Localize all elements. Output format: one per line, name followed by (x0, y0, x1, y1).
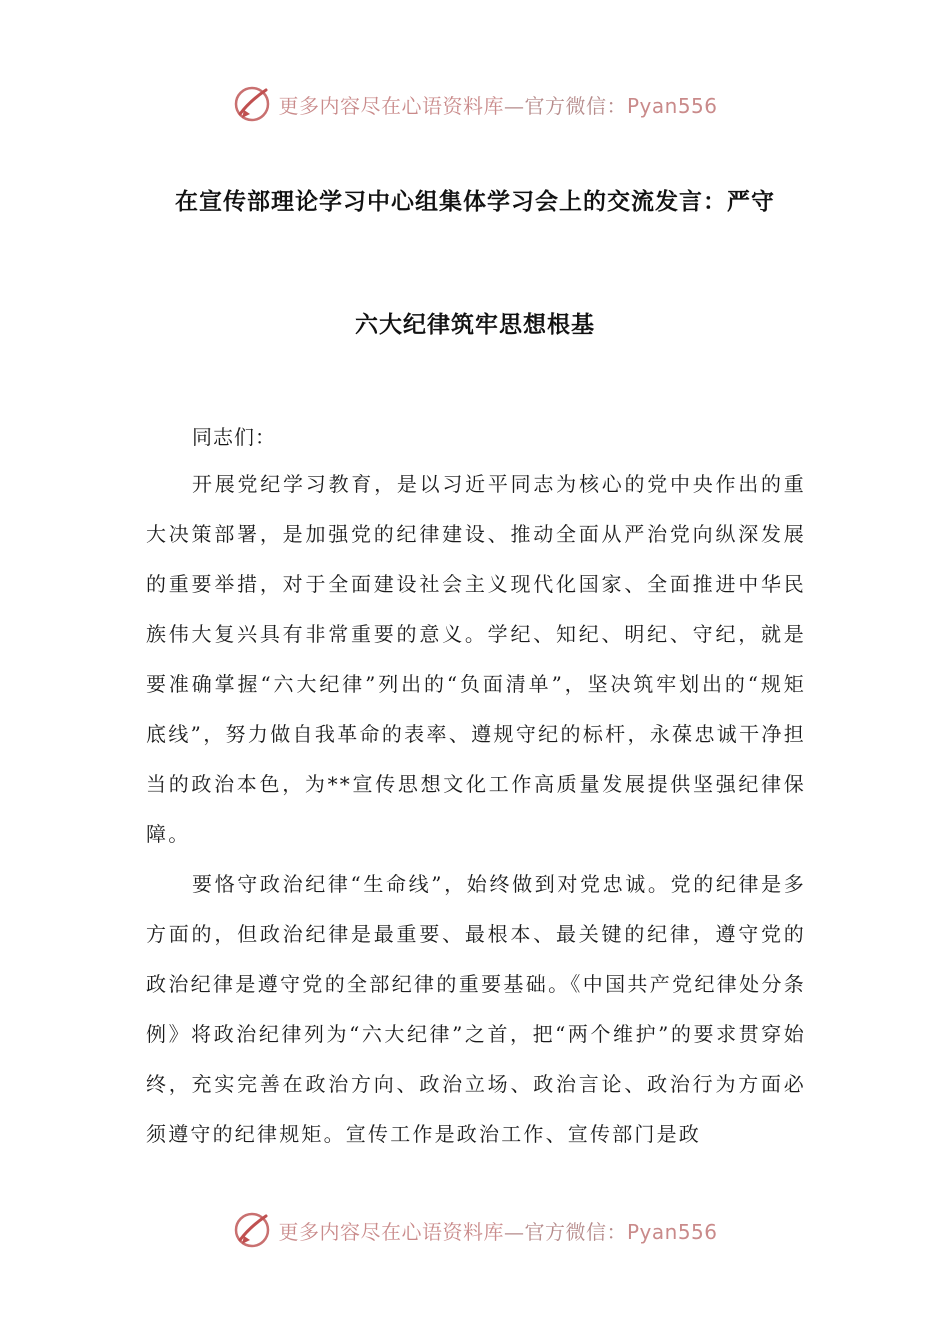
watermark-dash: — (503, 1219, 525, 1244)
salutation: 同志们： (192, 425, 276, 449)
watermark-banner-bottom (0, 1208, 950, 1252)
watermark-contact-label: 官方微信： (524, 93, 627, 118)
watermark-text (278, 1216, 717, 1245)
watermark-brand: 更多内容尽在心语资料库 (278, 93, 504, 118)
watermark-text (278, 90, 717, 119)
body-paragraph: 要恪守政治纪律“生命线”，始终做到对党忠诚。党的纪律是多方面的，但政治纪律是最重要、最根本、最关键的纪律，遵守党的政治纪律是遵守党的全部纪律的重要基础。《中国共产党纪律处分条例》将政治纪律列为“六大纪律”之首，把“两个维护”的要求贯穿始终，充实完善在政治方向、政治立场、政治言论、政治行为方面必须遵守的纪律规矩。宣传工作是政治工作、宣传部门是政 (146, 872, 806, 1146)
watermark-banner-top (0, 82, 950, 126)
document-title-line2: 六大纪律筑牢思想根基 (355, 312, 595, 338)
document-body (146, 459, 806, 1159)
document-title-line1: 在宣传部理论学习中心组集体学习会上的交流发言：严守 (175, 189, 775, 215)
watermark-contact-id: Pyan556 (626, 1219, 718, 1244)
watermark-dash: — (503, 93, 525, 118)
watermark-brand: 更多内容尽在心语资料库 (278, 1219, 504, 1244)
watermark-contact-id: Pyan556 (626, 93, 718, 118)
watermark-contact-label: 官方微信： (524, 1219, 627, 1244)
pen-logo-icon (232, 84, 272, 124)
pen-logo-icon (232, 1210, 272, 1250)
body-paragraph: 开展党纪学习教育，是以习近平同志为核心的党中央作出的重大决策部署，是加强党的纪律建设、推动全面从严治党向纵深发展的重要举措，对于全面建设社会主义现代化国家、全面推进中华民族伟大复兴具有非常重要的意义。学纪、知纪、明纪、守纪，就是要准确掌握“六大纪律”列出的“负面清单”，坚决筑牢划出的“规矩底线”，努力做自我革命的表率、遵规守纪的标杆，永葆忠诚干净担当的政治本色，为**宣传思想文化工作高质量发展提供坚强纪律保障。 (146, 472, 806, 846)
